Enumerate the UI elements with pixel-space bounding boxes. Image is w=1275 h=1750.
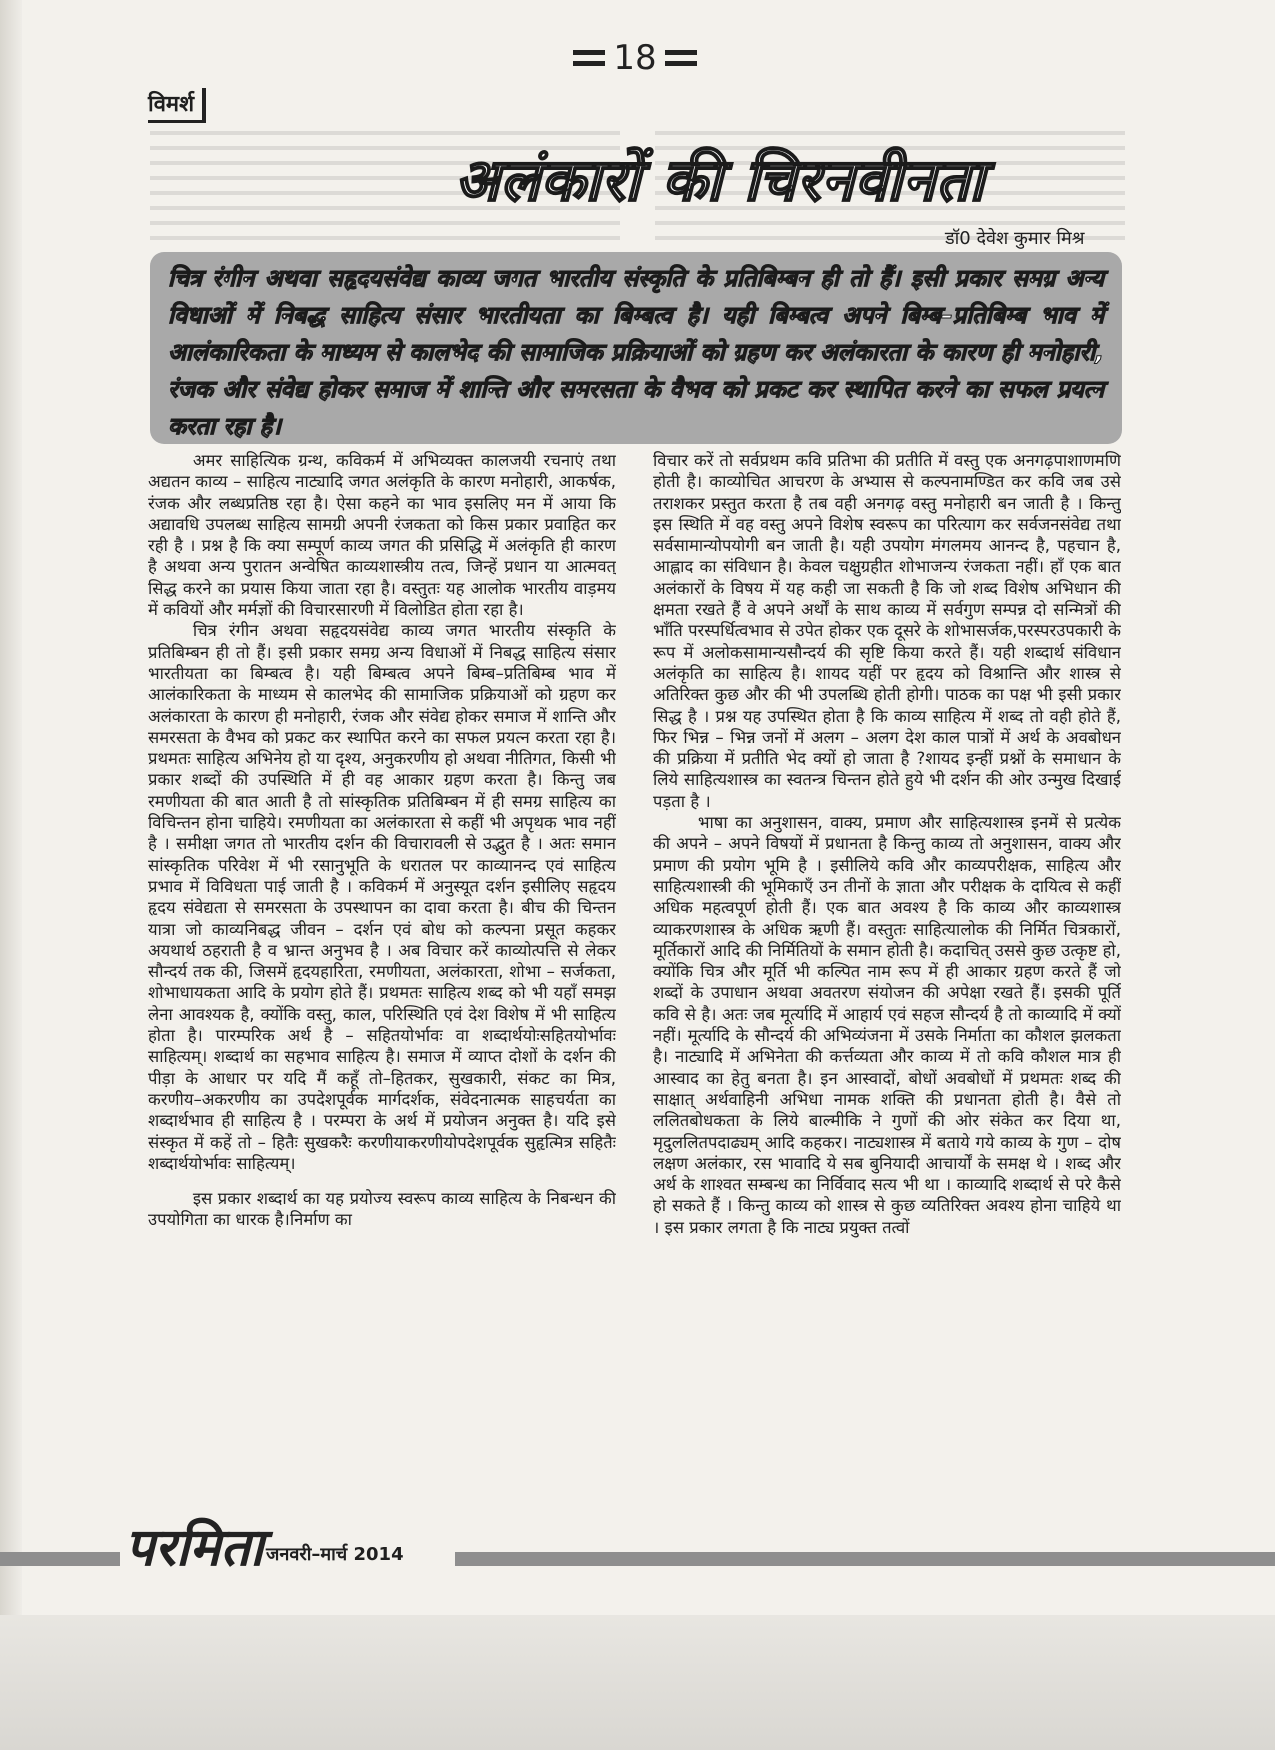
article-title: अलंकारों की चिरनवीनता bbox=[455, 146, 986, 214]
page-number bbox=[560, 38, 710, 78]
magazine-logo: परमिता bbox=[125, 1518, 264, 1578]
page-edge bbox=[0, 0, 22, 1750]
author-name: डॉ0 देवेश कुमार मिश्र bbox=[945, 228, 1085, 249]
paragraph: भाषा का अनुशासन, वाक्य, प्रमाण और साहित्यशास्त्र इनमें से प्रत्येक की अपने – अपने विषयों में प्रधानता है किन्तु काव्य तो अनुशासन, वाक्य और प्रमाण की प्रयोग भूमि है । इसीलिये कवि और काव्यपरीक्षक, साहित्य और साहित्यशास्त्री की भूमिकाएँ उन तीनों के ज्ञाता और परीक्षक के दायित्व से कहीं अधिक महत्वपूर्ण होती हैं। एक बात अवश्य है कि काव्य और काव्यशास्त्र व्याकरणशास्त्र के अधिक ऋणी हैं। वस्तुतः साहित्यालोक की निर्मित चित्रकारों, मूर्तिकारों आदि की निर्मितियों के समान होती है। कदाचित् उससे कुछ उत्कृष्ट हो, क्योंकि चित्र और मूर्ति भी कल्पित नाम रूप में ही आकार ग्रहण करते हैं जो शब्दों के उपाधान अथवा अवतरण संयोजन की अपेक्षा रखते हैं। इसकी पूर्ति कवि से है। अतः जब मूर्त्यादि में आहार्य एवं सहज सौन्दर्य है तो काव्यादि में क्यों नहीं। मूर्त्यादि के सौन्दर्य की अभिव्यंजना में उसके निर्माता का कौशल झलकता है। नाट्यादि में अभिनेता की कर्त्तव्यता और काव्य में तो कवि कौशल मात्र ही आस्वाद का हेतु बनता है। इन आस्वादों, बोधों अवबोधों में प्रथमतः शब्द की साक्षात् अर्थवाहिनी अभिधा नामक शक्ति की प्रधानता होती है। वैसे तो ललितबोधकता के लिये बाल्मीकि ने गुणों की ओर संकेत कर दिया था, मृदुललितपदाढ्यम् आदि कहकर। नाट्यशास्त्र में बताये गये काव्य के गुण – दोष लक्षण अलंकार, रस भावादि ये सब बुनियादी आचार्यों के समक्ष थे । शब्द और अर्थ के शाश्वत सम्बन्ध का निर्विवाद सत्य भी था । काव्यादि शब्दार्थ से परे कैसे हो सकते हैं । किन्तु काव्य को शास्त्र से कुछ व्यतिरिक्त अवश्य होना चाहिये था । इस प्रकार लगता है कि नाट्य प्रयुक्त तत्वों bbox=[653, 813, 1121, 1237]
footer-rule-right bbox=[455, 1552, 1275, 1566]
right-ornament-icon bbox=[665, 50, 697, 66]
issue-date: जनवरी–मार्च 2014 bbox=[266, 1544, 404, 1565]
left-column bbox=[148, 450, 616, 1605]
right-column bbox=[653, 450, 1121, 1605]
paragraph: चित्र रंगीन अथवा सहृदयसंवेद्य काव्य जगत भारतीय संस्कृति के प्रतिबिम्बन ही तो हैं। इसी प्रकार समग्र अन्य विधाओं में निबद्ध साहित्य संसार भारतीयता का बिम्बत्व है। यही बिम्बत्व अपने बिम्ब–प्रतिबिम्ब भाव में आलंकारिकता के माध्यम से कालभेद की सामाजिक प्रक्रियाओं को ग्रहण कर अलंकारता के कारण ही मनोहारी, रंजक और संवेद्य होकर समाज में शान्ति और समरसता के वैभव को प्रकट कर स्थापित करने का सफल प्रयत्न करता रहा है। प्रथमतः साहित्य अभिनेय हो या दृश्य, अनुकरणीय हो अथवा नीतिगत, किसी भी प्रकार शब्दों की उपस्थिति में ही वह आकार ग्रहण करता है। किन्तु जब रमणीयता की बात आती है तो सांस्कृतिक प्रतिबिम्बन में ही समग्र साहित्य का विचिन्तन होना चाहिये। रमणीयता का अलंकारता से कहीं भी अपृथक भाव नहीं है । समीक्षा जगत तो भारतीय दर्शन की विचारावली से उद्भुत है । अतः समान सांस्कृतिक परिवेश में भी रसानुभूति के धरातल पर काव्यानन्द एवं साहित्य प्रभाव में विविधता पाई जाती है । कविकर्म में अनुस्यूत दर्शन इसीलिए सहृदय हृदय संवेद्यता से समरसता के उपस्थापन का दावा करता है। बीच की चिन्तन यात्रा जो काव्यनिबद्ध जीवन – दर्शन एवं बोध को कल्पना प्रसूत कहकर अयथार्थ ठहराती है व भ्रान्त अनुभव है । अब विचार करें काव्योत्पत्ति से लेकर सौन्दर्य तक की, जिसमें हृदयहारिता, रमणीयता, अलंकारता, शोभा – सर्जकता, शोभाधायकता आदि के प्रयोग होते हैं। प्रथमतः साहित्य शब्द को भी यहाँ समझ लेना आवश्यक है, क्योंकि वस्तु, काल, परिस्थिति एवं देश विशेष में भी साहित्य होता है। पारम्परिक अर्थ है – सहितयोर्भावः वा शब्दार्थयोःसहितयोर्भावः साहित्यम्। शब्दार्थ का सहभाव साहित्य है। समाज में व्याप्त दोशों के दर्शन की पीड़ा के आधार पर यदि मैं कहूँ तो–हितकर, सुखकारी, संकट का मित्र, करणीय–अकरणीय का उपदेशपूर्वक मार्गदर्शक, संवेदनात्मक साहचर्यता का शब्दार्थभाव ही साहित्य है । परम्परा के अर्थ में प्रयोजन अनुक्त है। यदि इसे संस्कृत में कहें तो – हितैः सुखकरैः करणीयाकरणीयोपदेशपूर्वक सुहृत्मित्र सहितैः शब्दार्थयोर्भावः साहित्यम्। bbox=[148, 621, 616, 1173]
page-bottom-margin bbox=[0, 1615, 1275, 1750]
left-ornament-icon bbox=[573, 50, 605, 66]
footer-rule-left bbox=[0, 1552, 120, 1566]
page-number-text: 18 bbox=[613, 38, 657, 78]
paragraph: अमर साहित्यिक ग्रन्थ, कविकर्म में अभिव्यक्त कालजयी रचनाएं तथा अद्यतन काव्य – साहित्य नाट्यादि जगत अलंकृति के कारण मनोहारी, आकर्षक, रंजक और लब्धप्रतिष्ठ रहा है। ऐसा कहने का भाव इसलिए मन में आया कि अद्यावधि उपलब्ध साहित्य सामग्री अपनी रंजकता को किस प्रकार प्रवाहित कर रही है । प्रश्न है कि क्या सम्पूर्ण काव्य जगत की प्रसिद्धि में अलंकृति ही कारण है अथवा अन्य पुरातन अन्वेषित काव्यशास्त्रीय तत्व, जिन्हें प्रधान या आत्मवत् सिद्ध करने का प्रयास किया जाता रहा है। वस्तुतः यह आलोक भारतीय वाड़मय में कवियों और मर्मज्ञों की विचारसारणी में विलोडित होता रहा है। bbox=[148, 451, 616, 620]
summary-box: चित्र रंगीन अथवा सहृदयसंवेद्य काव्य जगत भारतीय संस्कृति के प्रतिबिम्बन ही तो हैं। इसी प्रकार समग्र अन्य विधाओं में निबद्ध साहित्य संसार भारतीयता का बिम्बत्व है। यही बिम्बत्व अपने बिम्ब–प्रतिबिम्ब भाव में आलंकारिकता के माध्यम से कालभेद की सामाजिक प्रक्रियाओं को ग्रहण कर अलंकारता के कारण ही मनोहारी, रंजक और संवेद्य होकर समाज में शान्ति और समरसता के वैभव को प्रकट कर स्थापित करने का सफल प्रयत्न करता रहा है। bbox=[150, 252, 1122, 444]
paragraph: विचार करें तो सर्वप्रथम कवि प्रतिभा की प्रतीति में वस्तु एक अनगढ़पाशाणमणि होती है। काव्योचित आचरण के अभ्यास से कल्पनामण्डित कर कवि जब उसे तराशकर प्रस्तुत करता है तब वही अनगढ़ वस्तु मनोहारी बन जाती है । किन्तु इस स्थिति में वह वस्तु अपने विशेष स्वरूप का परित्याग कर सर्वजनसंवेद्य तथा सर्वसामान्योपयोगी बन जाती है। यही उपयोग मंगलमय आनन्द है, पहचान है, आह्लाद का संविधान है। केवल चक्षुग्रहीत शोभाजन्य रंजकता नहीं। हाँ एक बात अलंकारों के विषय में यह कही जा सकती है कि जो शब्द विशेष अभिधान की क्षमता रखते हैं वे अपने अर्थों के साथ काव्य में सर्वगुण सम्पन्न दो सन्मित्रों की भाँति परस्पर्धित्वभाव से उपेत होकर एक दूसरे के शोभासर्जक,परस्परउपकारी के रूप में अलोकसामान्यसौन्दर्य की सृष्टि किया करते हैं। यही शब्दार्थ संविधान अलंकृति का साहित्य है। शायद यहीं पर हृदय को विश्रान्ति और शास्त्र से अतिरिक्त कुछ और की भी उपलब्धि होती होगी। पाठक का पक्ष भी इसी प्रकार सिद्ध है । प्रश्न यह उपस्थित होता है कि काव्य साहित्य में शब्द तो वही होते हैं, फिर भिन्न – भिन्न जनों में अलग – अलग देश काल पात्रों में अर्थ के अवबोधन की प्रक्रिया में प्रतीति भेद क्यों हो जाता है ?शायद इन्हीं प्रश्नों के समाधान के लिये साहित्यशास्त्र का स्वतन्त्र चिन्तन होते हुये भी दर्शन की ओर उन्मुख दिखाई पड़ता है । bbox=[653, 451, 1121, 811]
paragraph: इस प्रकार शब्दार्थ का यह प्रयोज्य स्वरूप काव्य साहित्य के निबन्धन की उपयोगिता का धारक है।निर्माण का bbox=[148, 1189, 616, 1230]
section-label: विमर्श bbox=[148, 88, 206, 123]
